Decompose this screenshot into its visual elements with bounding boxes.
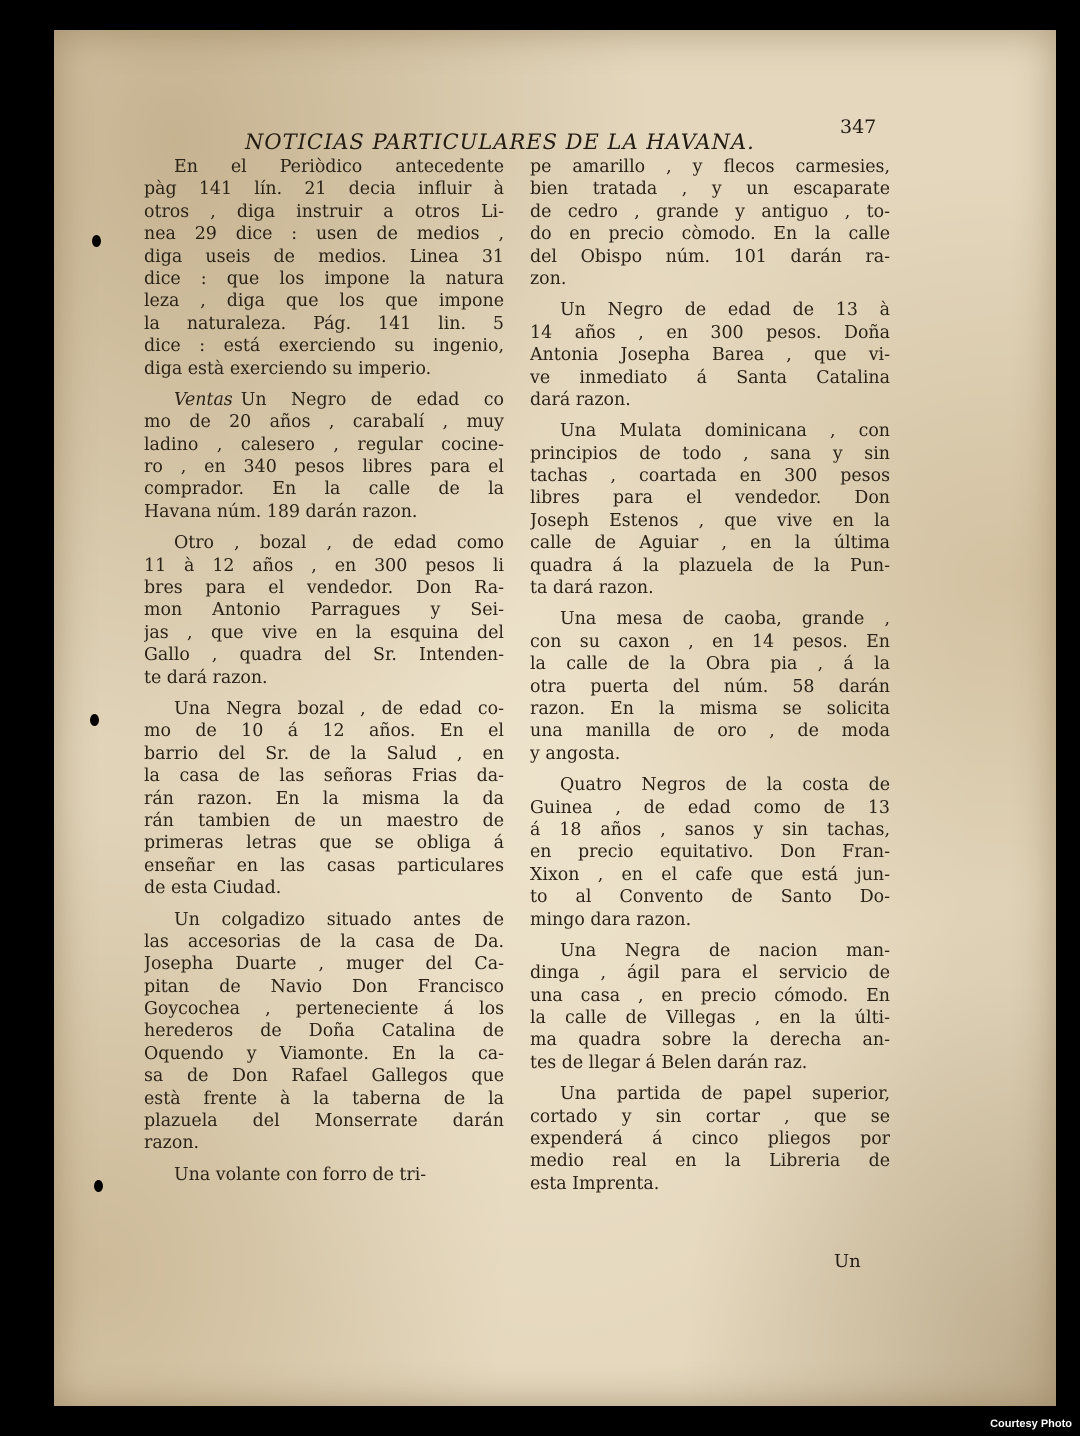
line-text: libres para el vendedor. Don — [530, 488, 890, 509]
right-column — [530, 156, 890, 1204]
advertisement-paragraph — [530, 420, 890, 599]
text-line — [144, 411, 504, 433]
line-text: En el Periòdico antecedente — [174, 157, 504, 177]
line-text: Un colgadizo situado antes de — [174, 909, 504, 930]
text-line — [530, 743, 890, 765]
line-text: dinga , ágil para el servicio de — [530, 963, 890, 984]
text-line — [144, 976, 504, 998]
line-text: ma quadra sobre la derecha an- — [530, 1030, 890, 1051]
text-line — [530, 510, 890, 532]
text-line — [530, 819, 890, 841]
text-line — [530, 985, 890, 1007]
line-text: ladino , calesero , regular cocine- — [144, 434, 504, 455]
text-line — [144, 909, 504, 931]
text-line — [530, 1052, 890, 1074]
text-line — [144, 478, 504, 500]
text-line — [530, 886, 890, 908]
text-line — [530, 367, 890, 389]
text-line — [144, 644, 504, 666]
text-line — [144, 953, 504, 975]
line-text: la calle de la Obra pia , á la — [530, 654, 890, 675]
text-line — [144, 698, 504, 720]
line-text: de cedro , grande y antiguo , to- — [530, 201, 890, 222]
advertisement-paragraph — [530, 1083, 890, 1195]
line-text: dice : que los impone la natura — [144, 268, 504, 289]
line-text: la naturaleza. Pág. 141 lin. 5 — [144, 313, 504, 334]
line-text: dará razon. — [530, 389, 631, 410]
line-text: quadra á la plazuela de la Pun- — [530, 555, 890, 576]
text-line — [530, 156, 890, 178]
text-line — [144, 832, 504, 854]
line-text: Una mesa de caoba, grande , — [560, 609, 890, 630]
text-line — [144, 743, 504, 765]
text-line — [144, 501, 504, 523]
line-text: ta dará razon. — [530, 578, 654, 599]
line-text: Un Negro de edad de 13 à — [560, 300, 890, 321]
line-text: rán razon. En la misma la da — [144, 788, 504, 809]
text-line — [144, 532, 504, 554]
line-text: Goycochea , perteneciente á los — [144, 999, 504, 1020]
line-text: esta Imprenta. — [530, 1173, 660, 1194]
text-line — [144, 998, 504, 1020]
line-text: barrio del Sr. de la Salud , en — [144, 743, 504, 764]
line-text: Josepha Duarte , muger del Ca- — [144, 954, 504, 975]
text-line — [530, 864, 890, 886]
advertisement-paragraph — [530, 774, 890, 931]
line-text: de esta Ciudad. — [144, 878, 282, 899]
line-text: medio real en la Libreria de — [530, 1151, 890, 1172]
line-text: Una Negra bozal , de edad co- — [174, 698, 504, 719]
line-text: á 18 años , sanos y sin tachas, — [530, 819, 890, 840]
text-line — [530, 1128, 890, 1150]
text-line — [144, 290, 504, 312]
text-line — [530, 268, 890, 290]
line-text: la casa de las señoras Frias da- — [144, 766, 504, 787]
text-line — [530, 577, 890, 599]
text-line — [144, 667, 504, 689]
line-text: ro , en 340 pesos libres para el — [144, 457, 504, 478]
text-line — [530, 223, 890, 245]
line-text: dice : está exerciendo su ingenio, — [144, 336, 504, 357]
line-text: 14 años , en 300 pesos. Doña — [530, 322, 890, 343]
text-line — [530, 1083, 890, 1105]
text-line — [144, 622, 504, 644]
advertisement-paragraph — [144, 909, 504, 1155]
line-text: Una Negra de nacion man- — [560, 940, 890, 961]
line-text: Una partida de papel superior, — [560, 1084, 890, 1105]
text-line — [530, 841, 890, 863]
text-line — [530, 487, 890, 509]
line-text: razon. — [144, 1133, 200, 1154]
text-line — [144, 456, 504, 478]
line-text: Una volante con forro de tri- — [174, 1164, 427, 1185]
line-text: Gallo , quadra del Sr. Intenden- — [144, 645, 504, 666]
photo-credit: Courtesy Photo — [990, 1418, 1072, 1430]
line-text: y angosta. — [530, 743, 621, 764]
text-line — [144, 178, 504, 200]
line-text: do en precio còmodo. En la calle — [530, 224, 890, 245]
text-line — [530, 420, 890, 442]
binding-hole — [92, 235, 101, 247]
text-line — [530, 962, 890, 984]
line-text: pe amarillo , y flecos carmesies, — [530, 157, 890, 177]
line-text: la calle de Villegas , en la últi- — [530, 1008, 890, 1029]
line-text: comprador. En la calle de la — [144, 479, 504, 500]
catchword: Un — [834, 1251, 861, 1272]
line-text: principios de todo , sana y sin — [530, 443, 890, 464]
line-text: Xixon , en el cafe que está jun- — [530, 864, 890, 885]
line-text: otros , diga instruir a otros Li- — [144, 201, 504, 222]
line-text: razon. En la misma se solicita — [530, 698, 890, 719]
line-text: sa de Don Rafael Gallegos que — [144, 1066, 504, 1087]
text-line — [144, 434, 504, 456]
text-line — [530, 631, 890, 653]
text-line — [144, 599, 504, 621]
line-text: del Obispo núm. 101 darán ra- — [530, 246, 890, 267]
text-line — [530, 443, 890, 465]
line-text: Una Mulata dominicana , con — [560, 421, 890, 442]
line-text: jas , que vive en la esquina del — [144, 622, 504, 643]
text-line — [530, 940, 890, 962]
text-line — [144, 268, 504, 290]
line-text: Joseph Estenos , que vive en la — [530, 510, 890, 531]
text-line — [530, 676, 890, 698]
advertisement-paragraph — [144, 1164, 504, 1186]
text-line — [530, 1150, 890, 1172]
text-line — [530, 555, 890, 577]
advertisement-paragraph — [144, 698, 504, 900]
line-text: primeras letras que se obliga á — [144, 833, 504, 854]
line-text: en precio equitativo. Don Fran- — [530, 842, 890, 863]
text-line — [530, 344, 890, 366]
text-line — [144, 855, 504, 877]
text-line — [530, 465, 890, 487]
text-line — [530, 1106, 890, 1128]
page-number: 347 — [840, 116, 877, 138]
line-text: te dará razon. — [144, 667, 268, 688]
line-text: herederos de Doña Catalina de — [144, 1021, 504, 1042]
text-line — [530, 774, 890, 796]
text-line — [144, 1020, 504, 1042]
line-text: pitan de Navio Don Francisco — [144, 976, 504, 997]
line-text: bres para el vendedor. Don Ra- — [144, 578, 504, 599]
text-line — [530, 532, 890, 554]
text-line — [530, 797, 890, 819]
line-text: una manilla de oro , de moda — [530, 721, 890, 742]
line-text: plazuela del Monserrate darán — [144, 1111, 504, 1132]
line-text: Un Negro de edad co — [240, 389, 504, 410]
line-text: diga useis de medios. Linea 31 — [144, 246, 504, 267]
line-text: ve inmediato á Santa Catalina — [530, 367, 890, 388]
line-text: 11 à 12 años , en 300 pesos li — [144, 555, 504, 576]
text-line — [144, 1110, 504, 1132]
line-text: leza , diga que los que impone — [144, 291, 504, 312]
text-line — [144, 1043, 504, 1065]
text-line — [530, 322, 890, 344]
advertisement-paragraph — [144, 389, 504, 523]
line-text: diga està exerciendo su imperio. — [144, 358, 432, 379]
line-text: calle de Aguiar , en la última — [530, 533, 890, 554]
text-line — [144, 358, 504, 380]
advertisement-paragraph — [144, 532, 504, 689]
line-text: pàg 141 lín. 21 decia influir à — [144, 179, 504, 200]
text-line — [530, 720, 890, 742]
line-text: Havana núm. 189 darán razon. — [144, 501, 418, 522]
line-text: una casa , en precio cómodo. En — [530, 985, 890, 1006]
line-text: Guinea , de edad como de 13 — [530, 797, 890, 818]
running-head: NOTICIAS PARTICULARES DE LA HAVANA. — [245, 130, 755, 154]
text-line — [530, 389, 890, 411]
line-text: mo de 10 á 12 años. En el — [144, 721, 504, 742]
binding-hole — [90, 714, 99, 726]
text-line — [530, 299, 890, 321]
line-text: las accesorias de la casa de Da. — [144, 931, 504, 952]
line-text: nea 29 dice : usen de medios , — [144, 224, 504, 245]
text-line — [530, 1173, 890, 1195]
line-text: mon Antonio Parragues y Sei- — [144, 600, 504, 621]
binding-hole — [94, 1180, 103, 1192]
text-line — [144, 788, 504, 810]
text-line — [144, 765, 504, 787]
text-line — [144, 555, 504, 577]
line-text: Antonia Josepha Barea , que vi- — [530, 345, 890, 366]
section-heading: Ventas — [174, 389, 233, 410]
advertisement-paragraph — [530, 940, 890, 1074]
text-line — [530, 608, 890, 630]
line-text: Quatro Negros de la costa de — [560, 775, 890, 796]
text-line — [144, 577, 504, 599]
line-text: està frente à la taberna de la — [144, 1088, 504, 1109]
line-text: cortado y sin cortar , que se — [530, 1106, 890, 1127]
text-line — [530, 698, 890, 720]
line-text: mo de 20 años , carabalí , muy — [144, 412, 504, 433]
line-text: tachas , coartada en 300 pesos — [530, 466, 890, 487]
text-line — [144, 1065, 504, 1087]
text-line — [144, 389, 504, 411]
text-line — [530, 653, 890, 675]
text-line — [530, 1029, 890, 1051]
advertisement-paragraph — [144, 156, 504, 380]
advertisement-paragraph — [530, 608, 890, 765]
line-text: rán tambien de un maestro de — [144, 810, 504, 831]
text-line — [530, 178, 890, 200]
line-text: zon. — [530, 268, 567, 289]
text-line — [144, 1164, 504, 1186]
text-line — [144, 335, 504, 357]
text-line — [144, 810, 504, 832]
left-column — [144, 156, 504, 1195]
line-text: expenderá á cinco pliegos por — [530, 1129, 890, 1150]
text-line — [144, 223, 504, 245]
text-line — [144, 246, 504, 268]
text-line — [530, 909, 890, 931]
text-line — [530, 201, 890, 223]
line-text: Oquendo y Viamonte. En la ca- — [144, 1043, 504, 1064]
text-line — [530, 246, 890, 268]
line-text: mingo dara razon. — [530, 909, 692, 930]
line-text: tes de llegar á Belen darán raz. — [530, 1052, 808, 1073]
line-text: otra puerta del núm. 58 darán — [530, 676, 890, 697]
line-text: Otro , bozal , de edad como — [174, 533, 504, 554]
text-line — [144, 931, 504, 953]
line-text: bien tratada , y un escaparate — [530, 179, 890, 200]
line-text: to al Convento de Santo Do- — [530, 887, 890, 908]
text-line — [144, 720, 504, 742]
line-text: enseñar en las casas particulares — [144, 855, 504, 876]
text-line — [144, 201, 504, 223]
text-line — [144, 156, 504, 178]
text-line — [144, 1132, 504, 1154]
line-text: con su caxon , en 14 pesos. En — [530, 631, 890, 652]
text-line — [144, 1088, 504, 1110]
text-line — [144, 313, 504, 335]
advertisement-paragraph — [530, 299, 890, 411]
text-line — [144, 877, 504, 899]
text-line — [530, 1007, 890, 1029]
advertisement-paragraph — [530, 156, 890, 290]
